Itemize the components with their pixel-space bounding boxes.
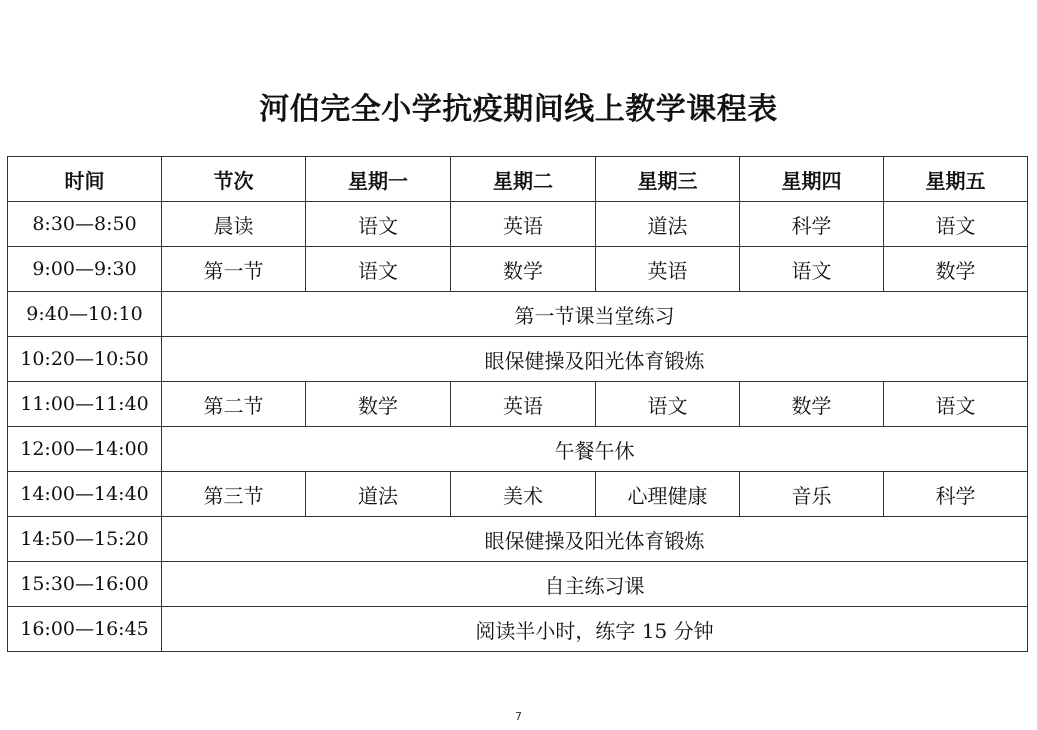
period-cell: 第二节 [162, 382, 306, 427]
activity-cell: 第一节课当堂练习 [162, 292, 1028, 337]
schedule-table [7, 156, 1028, 652]
time-cell: 12:00—14:00 [8, 427, 162, 472]
class-cell: 道法 [306, 472, 451, 517]
activity-cell: 午餐午休 [162, 427, 1028, 472]
class-cell: 语文 [306, 202, 451, 247]
class-cell: 数学 [306, 382, 451, 427]
class-cell: 心理健康 [596, 472, 740, 517]
class-cell: 英语 [451, 382, 596, 427]
header-tuesday: 星期二 [451, 157, 596, 202]
time-cell: 15:30—16:00 [8, 562, 162, 607]
table-row [8, 337, 1028, 382]
class-cell: 语文 [740, 247, 884, 292]
class-cell: 语文 [884, 202, 1028, 247]
table-row [8, 517, 1028, 562]
time-cell: 8:30—8:50 [8, 202, 162, 247]
table-row [8, 292, 1028, 337]
class-cell: 英语 [596, 247, 740, 292]
activity-cell: 自主练习课 [162, 562, 1028, 607]
time-cell: 9:00—9:30 [8, 247, 162, 292]
page-title: 河伯完全小学抗疫期间线上教学课程表 [259, 92, 778, 127]
table-row [8, 472, 1028, 517]
activity-cell: 眼保健操及阳光体育锻炼 [162, 517, 1028, 562]
page-number: 7 [515, 710, 522, 723]
class-cell: 数学 [884, 247, 1028, 292]
table-row [8, 382, 1028, 427]
class-cell: 数学 [451, 247, 596, 292]
activity-cell: 阅读半小时，练字 15 分钟 [162, 607, 1028, 652]
time-cell: 14:50—15:20 [8, 517, 162, 562]
period-cell: 第三节 [162, 472, 306, 517]
class-cell: 语文 [306, 247, 451, 292]
table-row [8, 202, 1028, 247]
header-period: 节次 [162, 157, 306, 202]
header-wednesday: 星期三 [596, 157, 740, 202]
time-cell: 9:40—10:10 [8, 292, 162, 337]
table-row [8, 607, 1028, 652]
class-cell: 美术 [451, 472, 596, 517]
class-cell: 语文 [884, 382, 1028, 427]
class-cell: 数学 [740, 382, 884, 427]
header-time: 时间 [8, 157, 162, 202]
class-cell: 语文 [596, 382, 740, 427]
table-header-row [8, 157, 1028, 202]
time-cell: 11:00—11:40 [8, 382, 162, 427]
header-monday: 星期一 [306, 157, 451, 202]
activity-cell: 眼保健操及阳光体育锻炼 [162, 337, 1028, 382]
time-cell: 10:20—10:50 [8, 337, 162, 382]
time-cell: 16:00—16:45 [8, 607, 162, 652]
period-cell: 第一节 [162, 247, 306, 292]
table-row [8, 427, 1028, 472]
header-thursday: 星期四 [740, 157, 884, 202]
time-cell: 14:00—14:40 [8, 472, 162, 517]
table-row [8, 562, 1028, 607]
class-cell: 英语 [451, 202, 596, 247]
class-cell: 科学 [884, 472, 1028, 517]
class-cell: 道法 [596, 202, 740, 247]
header-friday: 星期五 [884, 157, 1028, 202]
period-cell: 晨读 [162, 202, 306, 247]
class-cell: 科学 [740, 202, 884, 247]
table-row [8, 247, 1028, 292]
class-cell: 音乐 [740, 472, 884, 517]
